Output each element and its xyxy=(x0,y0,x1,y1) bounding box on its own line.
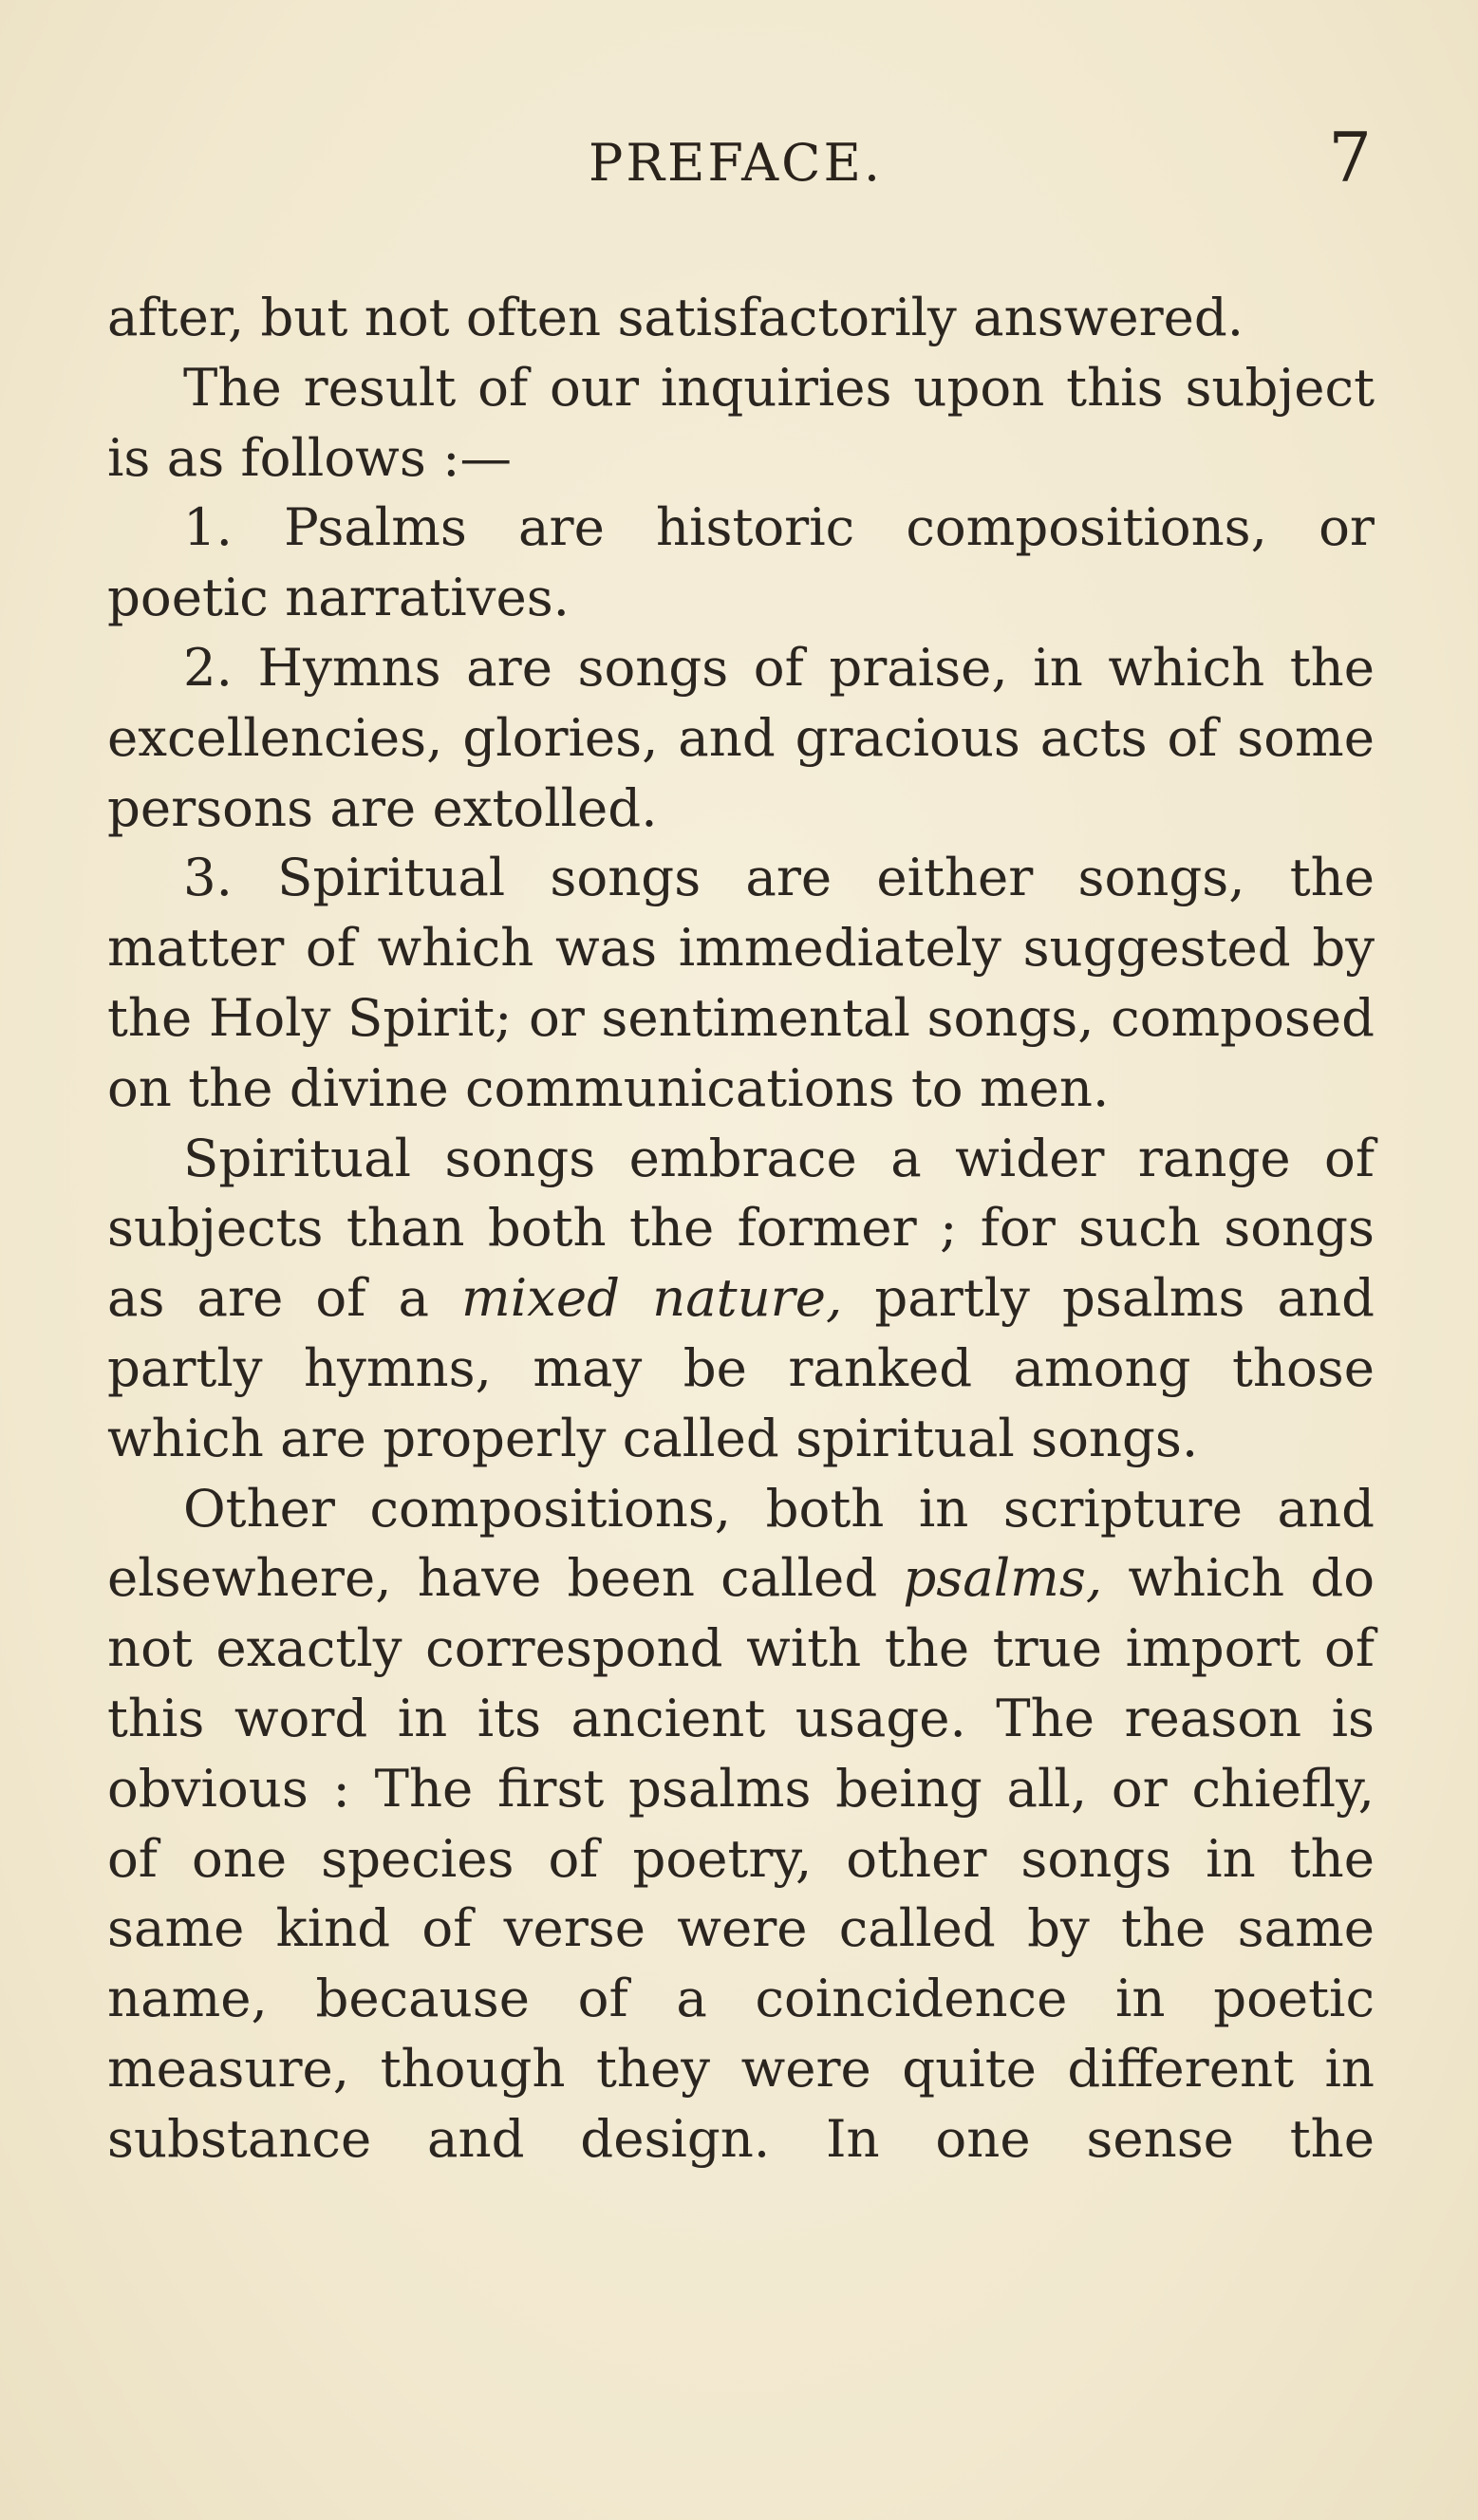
paragraph-hymns xyxy=(107,633,1375,843)
italic-word: psalms, xyxy=(903,1547,1103,1609)
paragraph-intro xyxy=(107,353,1375,494)
paragraph-psalms xyxy=(107,493,1375,633)
paragraph-text: 1. Psalms are historic compositions, or poetic narratives. xyxy=(107,496,1375,628)
paragraph-text: 2. Hymns are songs of praise, in which the excellencies, glories, and gracious acts of some persons are extolled. xyxy=(107,636,1375,838)
paragraph-text: Spiritual songs embrace a wider range of subjects than both the former ; for such songs as are of a xyxy=(107,1127,1375,1329)
paragraph-continuation xyxy=(107,283,1375,353)
page-header xyxy=(104,118,1372,209)
paragraph-text: 3. Spiritual songs are either songs, the matter of which was immediately suggested by the Holy Spirit; or sentimental songs, composed on the divine communications to men. xyxy=(107,847,1375,1118)
italic-phrase: mixed nature, xyxy=(461,1267,843,1329)
paragraph-text: after, but not often satisfactorily answered. xyxy=(107,287,1244,347)
paragraph-text: The result of our inquiries upon this subject is as follows :— xyxy=(107,356,1375,488)
paragraph-text: which do not exactly correspond with the true import of this word in its ancient usage. The reason is obvious : The first psalms being all, or chiefly, of one species of poetry, other songs in the same kind of verse were called by the same name, because of a coincidence in poetic measure, though they were quite different in substance and design. In one sense the xyxy=(107,1547,1375,2169)
page-number: 7 xyxy=(1328,118,1372,197)
paragraph-text: partly psalms and partly hymns, may be ranked among those which are properly called spiritual songs. xyxy=(107,1267,1375,1468)
paragraph-spiritual-songs xyxy=(107,843,1375,1123)
paragraph-other-compositions xyxy=(107,1474,1375,2175)
paragraph-text: Other compositions, both in scripture and elsewhere, have been called xyxy=(107,1477,1375,1609)
running-head: PREFACE. xyxy=(589,133,884,193)
body-text xyxy=(107,283,1375,2175)
paragraph-range xyxy=(107,1124,1375,1474)
